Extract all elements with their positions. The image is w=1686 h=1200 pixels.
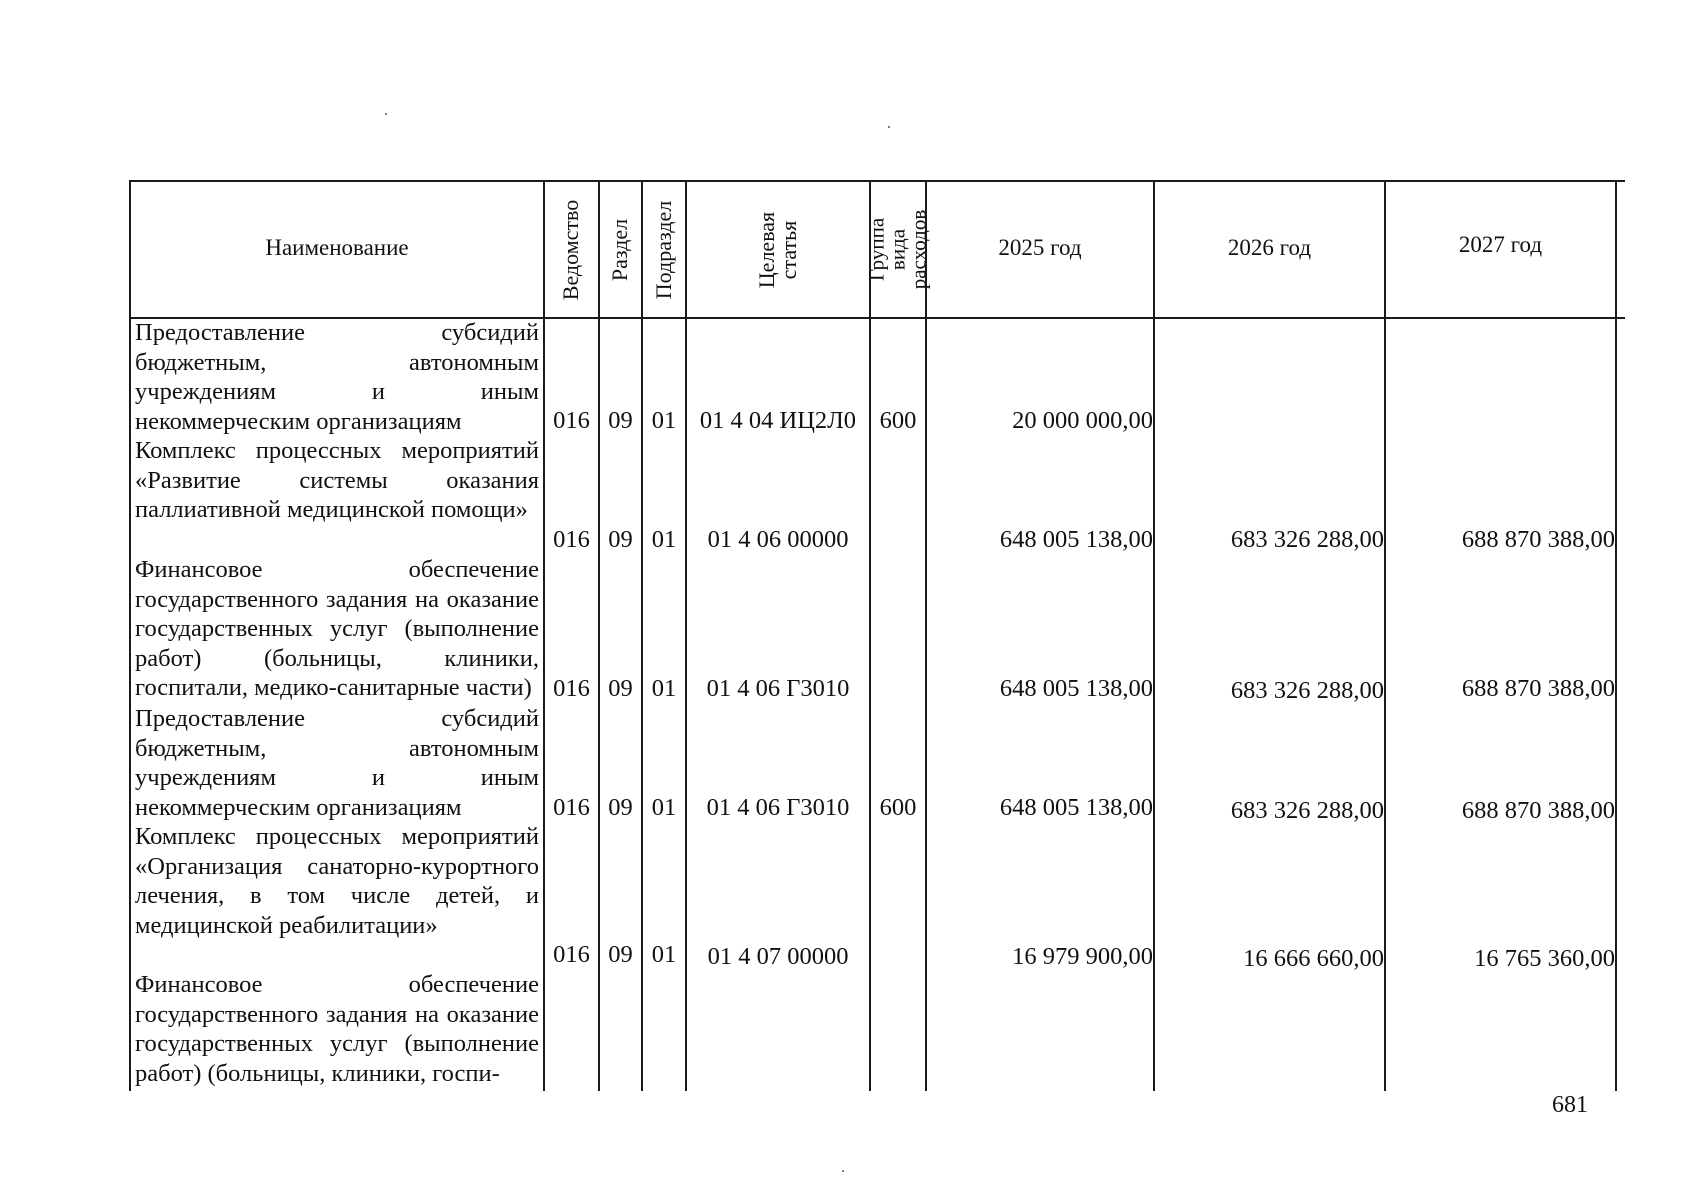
row-5-subsection: 01 xyxy=(651,941,677,968)
row-4-name: Предоставление субсидий бюджетным, автономным учреждениям и иным некоммерческим организациям xyxy=(135,705,539,821)
row-1-dept: 016 xyxy=(553,407,590,434)
row-1-section: 09 xyxy=(608,407,633,434)
row-3-2027: 688 870 388,00 xyxy=(1461,675,1615,702)
scan-speck xyxy=(385,113,387,115)
row-3-2025: 648 005 138,00 xyxy=(999,675,1153,702)
scan-speck xyxy=(842,1170,844,1172)
row-4-2025: 648 005 138,00 xyxy=(999,794,1153,821)
row-2-2025: 648 005 138,00 xyxy=(999,526,1153,553)
header-2025: 2025 год xyxy=(998,235,1082,260)
row-3-2026: 683 326 288,00 xyxy=(1230,677,1384,704)
row-3-name: Финансовое обеспечение государственного задания на оказание государственных услуг (выполнение работ) (больницы, клиники, госпитали, медико-санитарные части) xyxy=(135,556,539,702)
scan-speck xyxy=(888,126,890,128)
row-1-subsection: 01 xyxy=(651,407,677,434)
row-3-target: 01 4 06 Г3010 xyxy=(706,675,850,702)
header-name: Наименование xyxy=(265,235,409,260)
row-2-section: 09 xyxy=(608,526,633,553)
row-2-subsection: 01 xyxy=(651,526,677,553)
row-4-2026: 683 326 288,00 xyxy=(1230,797,1384,824)
header-group: Группа вида расходов xyxy=(864,209,931,290)
row-1-target: 01 4 04 ИЦ2Л0 xyxy=(699,407,857,434)
table-left-border xyxy=(129,180,131,1091)
row-2-name: Комплекс процессных мероприятий «Развитие системы оказания паллиативной медицинской помощи» xyxy=(135,437,539,524)
row-4-2027: 688 870 388,00 xyxy=(1461,797,1615,824)
row-5-target: 01 4 07 00000 xyxy=(707,943,849,970)
row-4-dept: 016 xyxy=(553,794,590,821)
row-4-target: 01 4 06 Г3010 xyxy=(706,794,850,821)
row-1-name: Предоставление субсидий бюджетным, автономным учреждениям и иным некоммерческим организациям xyxy=(135,319,539,435)
header-section: Раздел xyxy=(607,218,633,281)
row-6-name: Финансовое обеспечение государственного задания на оказание государственных услуг (выполнение работ) (больницы, клиники, госпи- xyxy=(135,971,539,1087)
row-4-subsection: 01 xyxy=(651,794,677,821)
row-4-group: 600 xyxy=(879,794,917,821)
row-5-dept: 016 xyxy=(553,941,590,968)
row-5-2026: 16 666 660,00 xyxy=(1243,945,1384,972)
table-right-border xyxy=(1615,180,1617,1091)
row-2-dept: 016 xyxy=(553,526,590,553)
header-target: Целевая статья xyxy=(754,211,801,288)
row-5-name: Комплекс процессных мероприятий «Организация санаторно-курортного лечения, в том числе детей, и медицинской реабилитации» xyxy=(135,823,539,939)
row-2-target: 01 4 06 00000 xyxy=(707,526,849,553)
row-3-subsection: 01 xyxy=(651,675,677,702)
header-2026: 2026 год xyxy=(1227,235,1312,260)
row-4-section: 09 xyxy=(608,794,633,821)
row-1-2025: 20 000 000,00 xyxy=(1012,407,1153,434)
header-2027: 2027 год xyxy=(1458,232,1543,257)
header-dept: Ведомство xyxy=(558,199,584,300)
row-1-group: 600 xyxy=(879,407,917,434)
header-subsection: Подраздел xyxy=(651,200,677,299)
row-3-section: 09 xyxy=(608,675,633,702)
row-2-2026: 683 326 288,00 xyxy=(1230,526,1384,553)
page-number: 681 xyxy=(1552,1092,1588,1118)
row-5-2025: 16 979 900,00 xyxy=(1012,943,1153,970)
row-2-2027: 688 870 388,00 xyxy=(1461,526,1615,553)
row-3-dept: 016 xyxy=(553,675,590,702)
row-5-2027: 16 765 360,00 xyxy=(1474,945,1615,972)
row-5-section: 09 xyxy=(608,941,633,968)
